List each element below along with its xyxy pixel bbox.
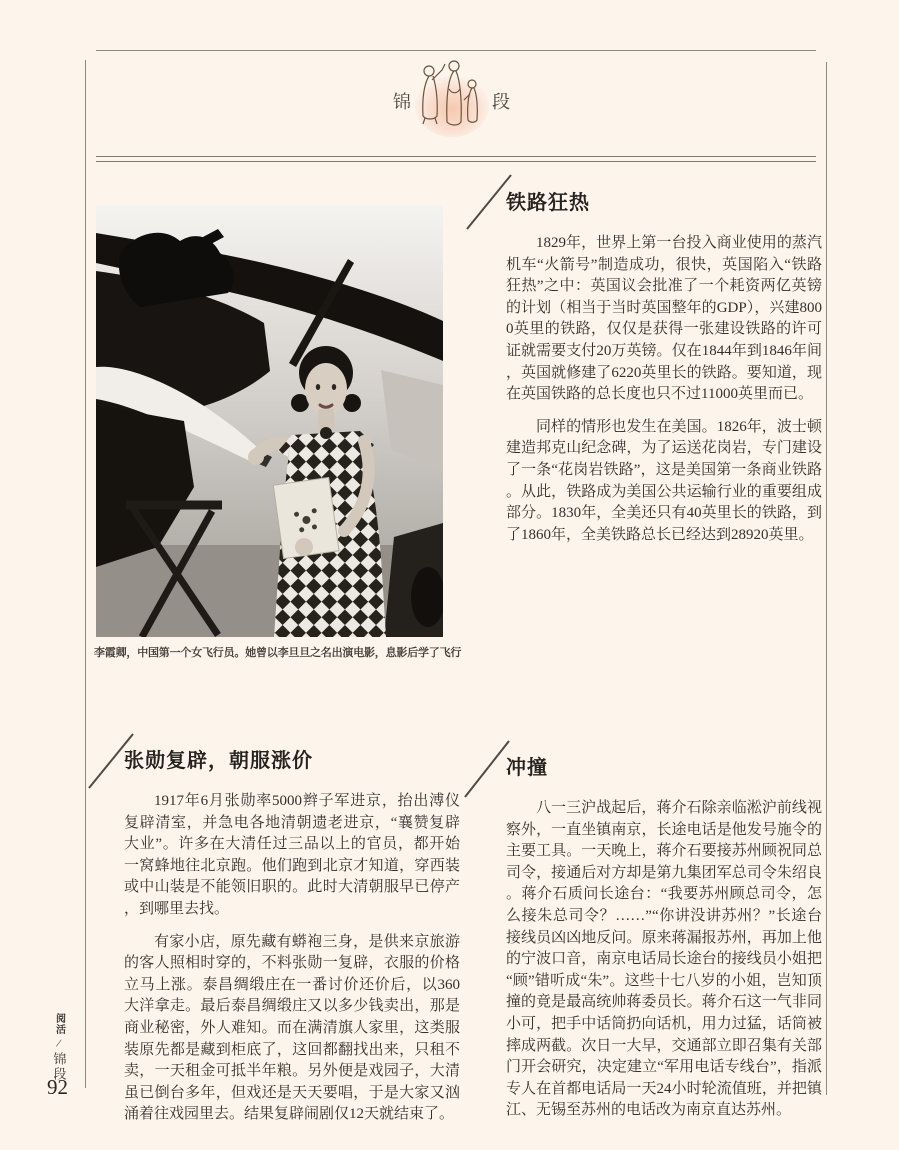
article-railway-mania bbox=[506, 190, 822, 557]
article-paragraph: 有家小店，原先藏有蟒袍三身，是供来京旅游的客人照相时穿的，不料张勋一复辟，衣服的价格立马上涨。泰昌绸缎庄在一番讨价还价后，以360大洋拿走。最后泰昌绸缎庄又以多少钱卖出，那是商业秘密，外人难知。而在满清旗人家里，这类服装原先都是藏到柜底了，这回都翻找出来，只租不卖，一天租金可抵半年粮。另外便是戏园子，大清虽已倒台多年，但戏还是天天要唱，于是大家又汹涌着往戏园里去。结果复辟闹剧仅12天就结束了。 bbox=[124, 933, 460, 1123]
header-char-jin: 锦 bbox=[393, 92, 411, 112]
section-slash-icon bbox=[462, 738, 512, 800]
sidebar-tag-bottom: 锦段 bbox=[51, 1052, 67, 1082]
sidebar-tag-top: 阅活 bbox=[53, 1013, 65, 1035]
article-paragraph: 八一三沪战起后，蒋介石除亲临淞沪前线视察外，一直坐镇南京，长途电话是他发号施令的主要工具。一天晚上，蒋介石要接苏州顾祝同总司令，接通后对方却是第九集团军总司令朱绍良。蒋介石质问长途台：“我要苏州顾总司令，怎么接朱总司令？……”“你讲没讲苏州？”长途台接线员凶凶地反问。原来蒋漏报苏州，再加上他的宁波口音，南京电话局长途台的接线员小姐把“顾”错听成“朱”。这些十七八岁的小姐，岂知顶撞的竟是最高统帅蒋委员长。蒋介石这一气非同小可，把手中话筒扔向话机，用力过猛，话筒被摔成两截。次日一大早，交通部立即召集有关部门开会研究，决定建立“军用电话专线台”，指派专人在首都电话局一天24小时轮流值班，并把镇江、无锡至苏州的电话改为南京直达苏州。 bbox=[506, 800, 822, 1119]
article-zhangxun-restoration bbox=[124, 748, 460, 1137]
article-title: 张勋复辟，朝服涨价 bbox=[124, 750, 313, 772]
header-figures-illustration-icon bbox=[412, 54, 492, 140]
section-sidebar-tag bbox=[46, 1013, 72, 1082]
article-clash bbox=[506, 755, 822, 1133]
sidebar-tag-separator: / bbox=[55, 1035, 63, 1051]
header-char-duan: 段 bbox=[492, 92, 510, 112]
article-paragraph: 1917年6月张勋率5000辫子军进京，抬出溥仪复辟清室，并急电各地清朝遗老进京，“襄赞复辟大业”。许多在大清任过三品以上的官员，都开始一窝蜂地往北京跑。他们跑到北京才知道，穿西装或中山装是不能领旧职的。此时大清朝服早已停产，到哪里去找。 bbox=[124, 793, 460, 917]
page-number: 92 bbox=[47, 1075, 68, 1099]
article-title: 铁路狂热 bbox=[506, 192, 590, 214]
article-paragraph: 同样的情形也发生在美国。1826年，波士顿建造邦克山纪念碑，为了运送花岗岩，专门建设了一条“花岗岩铁路”，这是美国第一条商业铁路。从此，铁路成为美国公共运输行业的重要组成部分。1830年，全美还只有40英里长的铁路，到了1860年，全美铁路总长已经达到28920英里。 bbox=[506, 418, 822, 543]
header-top-rule bbox=[96, 50, 816, 51]
photo-caption: 李霞卿，中国第一个女飞行员。她曾以李旦旦之名出演电影，息影后学了飞行 bbox=[94, 647, 462, 659]
right-margin-rule bbox=[826, 62, 827, 1095]
photo-li-xiaqing-airplane bbox=[96, 205, 443, 637]
left-margin-rule bbox=[85, 60, 86, 1088]
article-paragraph: 1829年，世界上第一台投入商业使用的蒸汽机车“火箭号”制造成功，很快，英国陷入“铁路狂热”之中：英国议会批准了一个耗资两亿英镑的计划（相当于当时英国整年的GDP），兴建8000英里的铁路，仅仅是获得一张建设铁路的许可证就需要支付20万英镑。仅在1844年到1846年间，英国就修建了6220英里长的铁路。要知道，现在英国铁路的总长度也只不过11000英里而已。 bbox=[506, 235, 822, 403]
header-double-rule bbox=[96, 156, 816, 162]
article-title: 冲撞 bbox=[506, 757, 548, 779]
